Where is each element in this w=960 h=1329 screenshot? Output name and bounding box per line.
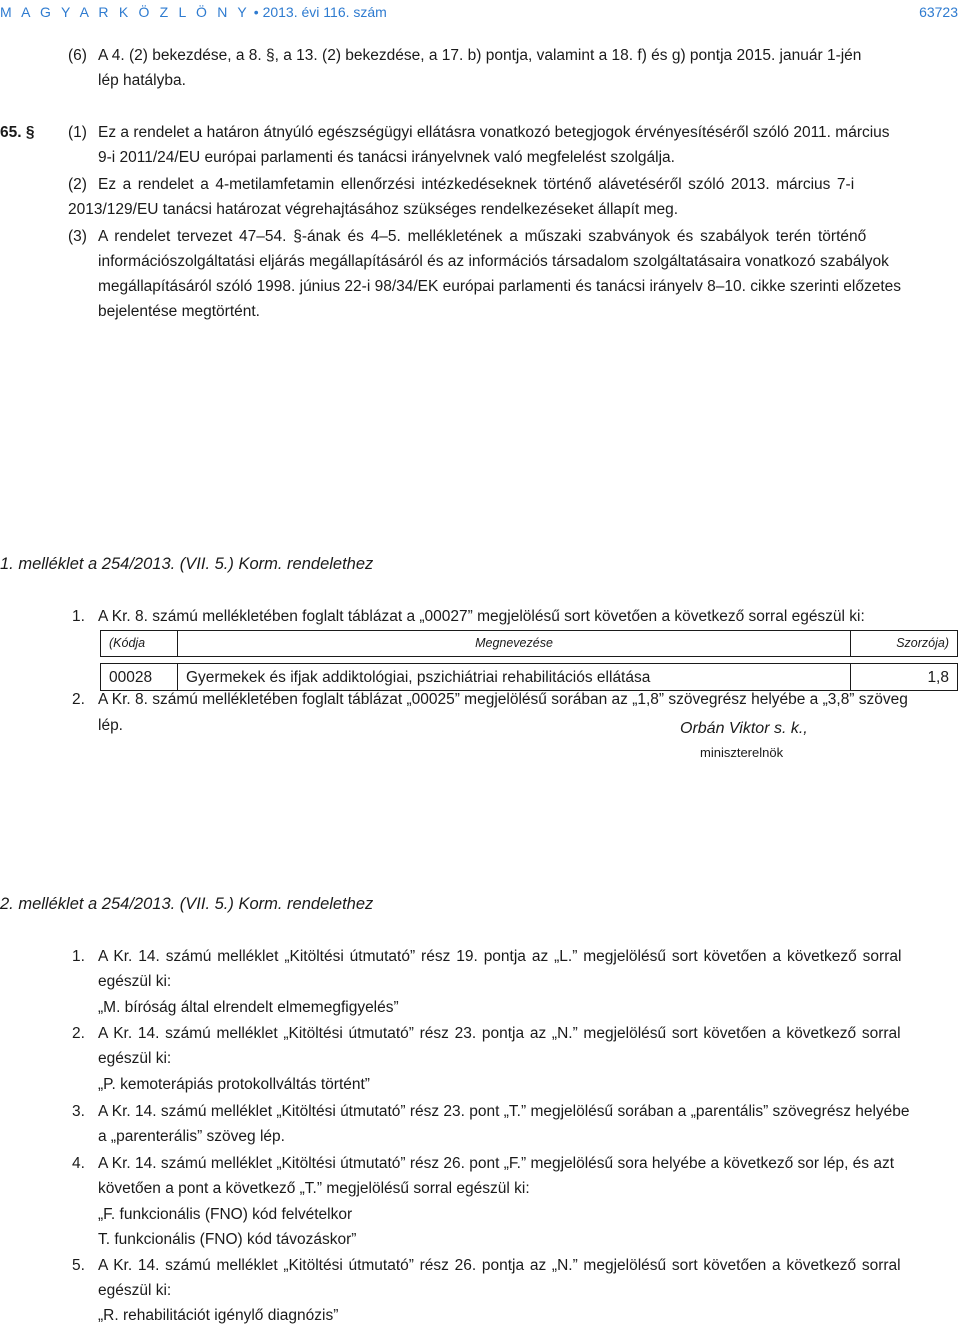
issue-info: • 2013. évi 116. szám <box>253 4 387 20</box>
s65-p3-line4: bejelentése megtörtént. <box>98 303 260 320</box>
s65-p1-label: (1) <box>68 124 87 141</box>
table-header-row <box>101 631 958 657</box>
annex-2-title: 2. melléklet a 254/2013. (VII. 5.) Korm. rendelethez <box>0 895 374 913</box>
annex-2-item-1-line2: egészül ki: <box>98 973 172 990</box>
s65-p3-label: (3) <box>68 228 87 245</box>
table-header-multiplier: Szorzója) <box>851 631 958 657</box>
annex-2-item-4-quote-1: „F. funkcionális (FNO) kód felvételkor <box>98 1206 353 1223</box>
table-cell-code: 00028 <box>101 664 178 691</box>
s65-p1-line1: Ez a rendelet a határon átnyúló egészségügyi ellátásra vonatkozó betegjogok érvényesítéséről szóló 2011. március <box>98 124 890 141</box>
annex-1-item-2-line1: A Kr. 8. számú mellékletében foglalt táblázat „00025” megjelölésű sorában az „1,8” szövegrész helyébe a „3,8” szöveg <box>98 691 908 708</box>
annex-2-item-2-number: 2. <box>72 1025 85 1042</box>
annex-2-item-5-line2: egészül ki: <box>98 1282 172 1299</box>
s65-p3-line2: információszolgáltatási eljárás megállapításáról és az információs társadalom szolgáltatásaira vonatkozó szabályok <box>98 253 889 270</box>
annex-2-item-3-line1: A Kr. 14. számú melléklet „Kitöltési útmutató” rész 23. pont „T.” megjelölésű sorában a „parentális” szövegrész helyébe <box>98 1103 910 1120</box>
para-6-line1: A 4. (2) bekezdése, a 8. §, a 13. (2) bekezdése, a 17. b) pontja, valamint a 18. f) és g) pontja 2015. január 1-jén <box>98 47 862 64</box>
annex-1-item-1-number: 1. <box>72 608 85 625</box>
annex-2-item-3-line2: a „parenterális” szöveg lép. <box>98 1128 285 1145</box>
s65-p2-line1: Ez a rendelet a 4-metilamfetamin ellenőrzési intézkedéseknek történő alávetéséről szóló 2013. március 7-i <box>98 176 855 193</box>
annex-1-table <box>100 630 958 691</box>
s65-p3-line3: megállapításáról szóló 1998. június 22-i 98/34/EK európai parlamenti és tanácsi irányelv 8–10. cikke szerinti előzetes <box>98 278 902 295</box>
table-cell-multiplier: 1,8 <box>851 664 958 691</box>
annex-2-item-4-line2: követően a pont a következő „T.” megjelölésű sorral egészül ki: <box>98 1180 530 1197</box>
annex-1-item-2-line2: lép. <box>98 717 123 734</box>
signature-name: Orbán Viktor s. k., <box>680 720 808 737</box>
annex-1-item-1-text: A Kr. 8. számú mellékletében foglalt táblázat a „00027” megjelölésű sort követően a következő sorral egészül ki: <box>98 608 865 625</box>
section-65-label: 65. § <box>0 124 35 141</box>
table-header-name: Megnevezése <box>178 631 851 657</box>
annex-2-item-5-number: 5. <box>72 1257 85 1274</box>
annex-2-item-4-line1: A Kr. 14. számú melléklet „Kitöltési útmutató” rész 26. pont „F.” megjelölésű sora helyébe a következő sor lép, és azt <box>98 1155 895 1172</box>
annex-2-item-3-number: 3. <box>72 1103 85 1120</box>
annex-2-item-5-quote: „R. rehabilitációt igénylő diagnózis” <box>98 1307 339 1324</box>
annex-2-item-2-quote: „P. kemoterápiás protokollváltás történt” <box>98 1076 370 1093</box>
signature-title: miniszterelnök <box>700 745 784 760</box>
annex-2-item-2-line2: egészül ki: <box>98 1050 172 1067</box>
table-spacer <box>101 657 958 664</box>
s65-p2-label: (2) <box>68 176 87 193</box>
journal-header <box>0 0 387 25</box>
annex-2-item-1-number: 1. <box>72 948 85 965</box>
s65-p3-line1: A rendelet tervezet 47–54. §-ának és 4–5. mellékletének a műszaki szabványok és szabályok terén történő <box>98 228 867 245</box>
s65-p1-line2: 9-i 2011/24/EU európai parlamenti és tanácsi irányelvnek való megfelelést szolgálja. <box>98 149 675 166</box>
table-header-code: (Kódja <box>101 631 178 657</box>
page-number: 63723 <box>919 4 958 20</box>
annex-2-item-2-line1: A Kr. 14. számú melléklet „Kitöltési útmutató” rész 23. pontja az „N.” megjelölésű sort követően a következő sorral <box>98 1025 901 1042</box>
annex-2-item-5-line1: A Kr. 14. számú melléklet „Kitöltési útmutató” rész 26. pontja az „N.” megjelölésű sort követően a következő sorral <box>98 1257 901 1274</box>
annex-1-item-2-number: 2. <box>72 691 85 708</box>
journal-name: M A G Y A R K Ö Z L Ö N Y <box>0 4 250 20</box>
annex-1-title: 1. melléklet a 254/2013. (VII. 5.) Korm. rendelethez <box>0 555 374 573</box>
annex-2-item-1-quote: „M. bíróság által elrendelt elmemegfigyelés” <box>98 999 399 1016</box>
annex-2-item-1-line1: A Kr. 14. számú melléklet „Kitöltési útmutató” rész 19. pontja az „L.” megjelölésű sort követően a következő sorral <box>98 948 902 965</box>
table-cell-name: Gyermekek és ifjak addiktológiai, pszichiátriai rehabilitációs ellátása <box>178 664 851 691</box>
para-6-label: (6) <box>68 47 87 64</box>
annex-2-item-4-number: 4. <box>72 1155 85 1172</box>
s65-p2-line2: 2013/129/EU tanácsi határozat végrehajtásához szükséges rendelkezéseket állapít meg. <box>68 201 679 218</box>
annex-2-item-4-quote-2: T. funkcionális (FNO) kód távozáskor” <box>98 1231 357 1248</box>
para-6-line2: lép hatályba. <box>98 72 186 89</box>
